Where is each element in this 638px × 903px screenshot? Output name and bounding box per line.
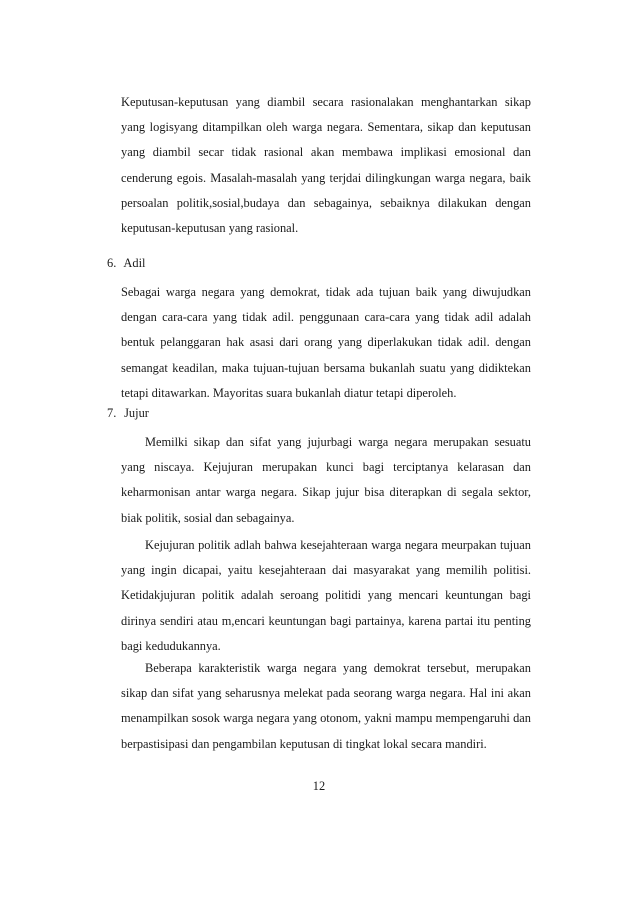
heading-adil [107,253,145,273]
paragraph-jujur-1: Memilki sikap dan sifat yang jujurbagi warga negara merupakan sesuatu yang niscaya. Kejujuran merupakan kunci bagi terciptanya kelarasan dan keharmonisan antar warga negara. Sikap jujur bisa diterapkan di segala sektor, biak politik, sosial dan sebagainya. [121,435,531,525]
paragraph-rational-decisions: Keputusan-keputusan yang diambil secara rasionalakan menghantarkan sikap yang logisyang ditampilkan oleh warga negara. Sementara, sikap dan keputusan yang diambil secar tidak rasional akan membawa implikasi emosional dan cenderung egois. Masalah-masalah yang terjdai dilingkungan warga negara, baik persoalan politik,sosial,budaya dan sebagainya, sebaiknya dilakukan dengan keputusan-keputusan yang rasional. [121,95,531,236]
paragraph-jujur-2: Kejujuran politik adlah bahwa kesejahteraan warga negara meurpakan tujuan yang ingin dicapai, yaitu kesejahteraan dai masyarakat yang memilih politisi. Ketidakjujuran politik adalah seroang politidi yang mencari keuntungan bagi dirinya sendiri atau m,encari keuntungan bagi partainya, karena partai itu penting bagi kedudukannya. [121,538,531,653]
paragraph-adil: Sebagai warga negara yang demokrat, tidak ada tujuan baik yang diwujudkan dengan cara-cara yang tidak adil. penggunaan cara-cara yang tidak adil adalah bentuk pelanggaran hak asasi dari orang yang diperlakukan tidak adil. dengan semangat keadilan, maka tujuan-tujuan bersama bukanlah suatu yang didiktekan tetapi ditawarkan. Mayoritas suara bukanlah diatur tetapi diperoleh. [121,285,531,400]
heading-jujur [107,403,149,423]
page-number: 12 [312,779,326,793]
heading-number: 6. [107,256,117,270]
paragraph-conclusion: Beberapa karakteristik warga negara yang demokrat tersebut, merupakan sikap dan sifat yang seharusnya melekat pada seorang warga negara. Hal ini akan menampilkan sosok warga negara yang otonom, yakni mampu mempengaruhi dan berpastisipasi dan pengambilan keputusan di tingkat lokal secara mandiri. [121,661,531,751]
heading-title: Adil [123,256,146,270]
heading-number: 7. [107,406,117,420]
heading-title: Jujur [124,406,149,420]
